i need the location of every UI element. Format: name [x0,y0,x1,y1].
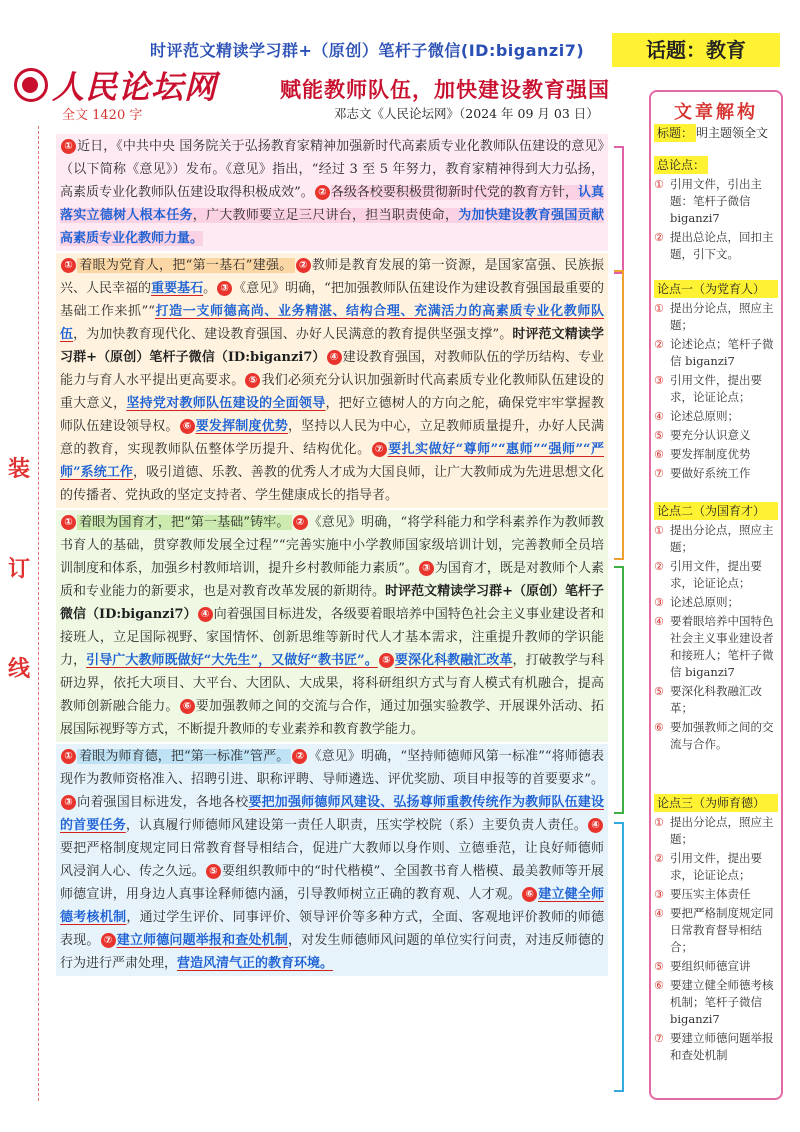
bracket-intro [614,146,624,274]
sentence-number: ② [292,749,307,764]
bracket-point-2 [614,566,624,814]
item-text: 要着眼培养中国特色社会主义事业建设者和接班人；笔杆子微信 biganzi7 [670,614,774,679]
item-text: 要做好系统工作 [670,466,751,480]
text-span: 《意见》明确，“把加强教师队伍建设作为建设教育强国最重要的基础工作来抓”“ [60,281,604,319]
item-number: ① [654,524,664,537]
structure-panel [649,90,783,1100]
item-text: 要充分认识意义 [670,428,751,442]
paragraph-point-2 [56,510,608,742]
key-phrase: 引导广大教师既做好“大先生”，又做好“教书匠”。 [86,653,378,668]
binding-char-3: 线 [8,657,31,682]
text-span: 各级各校要积极贯彻新时代党的教育方针， [330,185,578,200]
text-span: 《意见》明确，“将学科能力和学科素养作为教师教书育人的基础，贯穿教师发展全过程”“完善实施中小学教师国家级培训计划，完善教师全员培训制度和体系，加强乡村教师培训，提升乡村教师能力素质”。 [60,515,604,576]
sentence-number: ① [61,139,76,154]
item-number: ② [654,852,664,865]
sub-argument-lead: 着眼为国育才，把“第一基础”铸牢。 [79,515,290,530]
item-number: ⑦ [654,1032,664,1045]
section-head: 论点三（为师育德） [654,794,778,812]
key-phrase: 坚持党对教师队伍建设的全面领导 [126,396,326,411]
item-text: 要组织师德宣讲 [670,959,751,973]
analysis-item [654,905,778,956]
item-text: 引用文件，提出要求，论证论点； [670,559,762,590]
analysis-item [654,613,778,681]
key-phrase: 营造风清气正的教育环境。 [177,956,334,971]
item-text: 引用文件，提出要求，论证论点； [670,373,762,404]
analysis-item [654,958,778,975]
text-span: ，把好立德树人的方向之舵，确保党牢牢掌握教师队伍建设领导权。 [60,396,604,434]
item-text: 论述总原则； [670,409,739,423]
text-span: 为国育才，既是对教师个人素质和专业能力的新要求，也是对教育改革发展的新期待。 [60,561,604,599]
title-analysis [654,122,778,142]
text-span: 向着强国目标进发，各地各校 [77,795,249,810]
analysis-item [654,300,778,334]
sentence-number: ⑦ [372,442,387,457]
topic-badge: 话题：教育 [612,33,780,67]
analysis-item [654,814,778,848]
item-text: 论述论点；笔杆子微信 biganzi7 [670,337,774,368]
section-text: 明主题领全文 [696,126,769,140]
analysis-item [654,176,778,227]
text-span: 近日，《中共中央 国务院关于弘扬教育家精神加强新时代高素质专业化教师队伍建设的意见》（以下简称《意见》）发布。《意见》指出，“经过 3 至 5 年努力，教育家精神得到大力弘扬，高素质专业化教师队伍建设取得积极成效”。 [60,139,604,200]
item-number: ⑥ [654,721,664,734]
analysis-item [654,427,778,444]
sentence-number: ⑦ [101,933,116,948]
sentence-number: ⑥ [180,699,195,714]
binding-dashed-line [38,126,39,1101]
analysis-item [654,336,778,370]
text-span: ，认真履行师德师风建设第一责任人职责，压实学校院（系）主要负责人责任。 [125,818,587,833]
key-phrase: 要把加强师德师风建设、弘扬尊师重教传统作为教师队伍建设的首要任务 [60,795,604,833]
point-2-analysis [654,502,778,753]
text-span: ，通过学生评价、同事评价、领导评价等多种方式，全面、客观地评价教师的师德表现。 [60,910,604,948]
item-text: 要压实主体责任 [670,887,751,901]
section-head: 论点一（为党育人） [654,280,778,298]
analysis-item [654,229,778,263]
item-text: 要加强教师之间的交流与合作。 [670,720,774,751]
text-span: ，为加快教育现代化、建设教育强国、办好人民满意的教育提供坚强支撑”。 [73,327,513,342]
item-text: 要建立健全师德考核机制；笔杆子微信 biganzi7 [670,978,774,1026]
section-head: 标题： [654,124,696,142]
key-phrase: 建立师德问题举报和查处机制 [116,933,288,948]
item-number: ① [654,816,664,829]
sentence-number: ① [61,258,76,273]
sentence-number: ⑤ [379,653,394,668]
item-text: 要建立师德问题举报和查处机制 [670,1031,774,1062]
promo-inline: 时评范文精读学习群+（原创）笔杆子微信（ID:biganzi7） [60,327,604,365]
analysis-item [654,886,778,903]
sentence-number: ② [315,185,330,200]
item-text: 论述总原则； [670,595,739,609]
sentence-number: ⑤ [245,373,260,388]
section-head: 总论点： [654,156,708,174]
sentence-number: ② [296,258,311,273]
item-number: ① [654,302,664,315]
analysis-item [654,683,778,717]
point-1-analysis [654,280,778,482]
analysis-item [654,1030,778,1064]
sentence-number: ③ [419,561,434,576]
site-logo [14,62,217,108]
item-number: ③ [654,374,664,387]
sentence-number: ③ [217,281,232,296]
text-span: 《意见》明确，“坚持师德师风第一标准”“将师德表现作为教师资格准入、招聘引进、职称评聘、导师遴选、评优奖励、项目申报等的首要要求”。 [60,749,604,787]
item-number: ⑤ [654,685,664,698]
sentence-number: ③ [61,795,76,810]
item-text: 引用文件，提出要求，论证论点； [670,851,762,882]
item-text: 要发挥制度优势 [670,447,751,461]
article-byline: 邓志文《人民论坛网》（2024 年 09 月 03 日） [334,106,599,121]
item-number: ③ [654,596,664,609]
structure-panel-title: 文章解构 [674,102,758,123]
item-number: ⑤ [654,960,664,973]
analysis-item [654,408,778,425]
item-text: 要深化科教融汇改革； [670,684,762,715]
thesis-analysis [654,154,778,263]
binding-char-2: 订 [8,557,31,582]
key-phrase: 重要基石 [151,281,204,296]
key-phrase: 打造一支师德高尚、业务精湛、结构合理、充满活力的高素质专业化教师队伍 [60,304,604,342]
paragraph-point-1 [56,253,608,508]
item-text: 提出总论点，回扣主题，引下文。 [670,230,774,261]
item-number: ② [654,560,664,573]
key-phrase: 建立健全师德考核机制 [60,887,604,925]
item-number: ⑥ [654,448,664,461]
item-number: ③ [654,888,664,901]
item-number: ① [654,178,664,191]
text-span: ，坚持以人民为中心，立足教师质量提升，办好人民满意的教育，实现教师队伍整体学历提升、结构优化。 [60,419,604,457]
sentence-number: ⑥ [180,419,195,434]
text-span: 要组织教师中的“时代楷模”、全国教书育人楷模、最美教师等开展师德宣讲，用身边人真事诠释师德内涵，引导教师树立正确的教育观、人才观。 [60,864,604,902]
promo-inline: 时评范文精读学习群+（原创）笔杆子微信（ID:biganzi7） [60,584,604,622]
section-head: 论点二（为国育才） [654,502,778,520]
logo-emblem-icon [14,68,48,102]
sentence-number: ④ [588,818,603,833]
header-promo-line: 时评范文精读学习群+（原创）笔杆子微信(ID:biganzi7) [150,41,585,60]
item-text: 引用文件，引出主题：笔杆子微信 biganzi7 [670,177,762,225]
analysis-item [654,558,778,592]
analysis-item [654,850,778,884]
item-text: 要把严格制度规定同日常教育督导相结合； [670,906,774,954]
text-span: 教师是教育发展的第一资源，是国家富强、民族振兴、人民幸福的 [60,258,604,296]
word-count: 全文 1420 字 [62,108,143,123]
item-text: 提出分论点，照应主题； [670,523,774,554]
key-phrase: 为加快建设教育强国贡献高素质专业化教师力量。 [60,208,604,246]
paragraph-point-3 [56,744,608,976]
analysis-item [654,977,778,1028]
key-phrase: 要扎实做好“尊师”“惠师”“强师”“严师”系统工作 [60,442,604,480]
item-number: ⑤ [654,429,664,442]
article-title: 赋能教师队伍，加快建设教育强国 [280,78,610,102]
point-3-analysis [654,794,778,1064]
analysis-item [654,372,778,406]
item-number: ⑦ [654,467,664,480]
analysis-item [654,522,778,556]
analysis-item [654,446,778,463]
logo-text: 人民论坛网 [52,68,218,106]
item-number: ④ [654,907,664,920]
text-span: ，打破教学与科研边界，依托大项目、大平台、大团队、大成果，将科研组织方式与育人模式有机融合，提高教师创新融合能力。 [60,653,604,714]
text-span: 向着强国目标进发，各级要着眼培养中国特色社会主义事业建设者和接班人，立足国际视野、家国情怀、创新思维等新时代人才基本需求，注重提升教师的学识能力， [60,607,604,668]
sentence-number: ⑤ [206,864,221,879]
key-phrase: 要深化科教融汇改革 [394,653,513,668]
item-number: ② [654,338,664,351]
text-span: 。 [203,281,217,296]
sentence-number: ④ [327,350,342,365]
text-span: ，吸引道德、乐教、善教的优秀人才成为大国良师，让广大教师成为先进思想文化的传播者、党执政的坚定支持者、学生健康成长的指导者。 [60,465,604,503]
sentence-number: ② [293,515,308,530]
item-number: ② [654,231,664,244]
sub-argument-lead: 着眼为党育人，把“第一基石”建强。 [79,258,293,273]
text-span: 我们必须充分认识加强新时代高素质专业化教师队伍建设的重大意义， [60,373,604,411]
key-phrase: 认真落实立德树人根本任务 [60,185,604,223]
paragraph-intro [56,134,608,251]
key-phrase: 要发挥制度优势 [195,419,288,434]
sentence-number: ① [61,749,76,764]
sentence-number: ⑥ [522,887,537,902]
text-span: ，对发生师德师风问题的单位实行问责，对违反师德的行为进行严肃处理， [60,933,604,971]
analysis-item [654,594,778,611]
item-number: ④ [654,615,664,628]
sentence-number: ④ [198,607,213,622]
sentence-number: ① [61,515,76,530]
text-span: 要加强教师之间的交流与合作，通过加强实验教学、开展课外活动、拓展国际视野等方式，不断提升教师的专业素养和教育教学能力。 [60,699,604,737]
text-span: 建设教育强国，对教师队伍的学历结构、专业能力与育人水平提出更高要求。 [60,350,604,388]
text-span: 要把严格制度规定同日常教育督导相结合，促进广大教师以身作则、立德垂范，让良好师德师风浸润人心、传之久远。 [60,841,604,879]
bracket-point-1 [614,270,624,560]
sub-argument-lead: 着眼为师育德，把“第一标准”管严。 [79,749,290,764]
binding-char-1: 装 [8,457,31,482]
item-text: 提出分论点，照应主题； [670,301,774,332]
analysis-item [654,465,778,482]
item-text: 提出分论点，照应主题； [670,815,774,846]
text-span: ，广大教师要立足三尺讲台，担当职责使命， [192,208,459,223]
article-body [56,134,608,978]
item-number: ④ [654,410,664,423]
bracket-point-3 [614,822,624,1092]
analysis-item [654,719,778,753]
item-number: ⑥ [654,979,664,992]
